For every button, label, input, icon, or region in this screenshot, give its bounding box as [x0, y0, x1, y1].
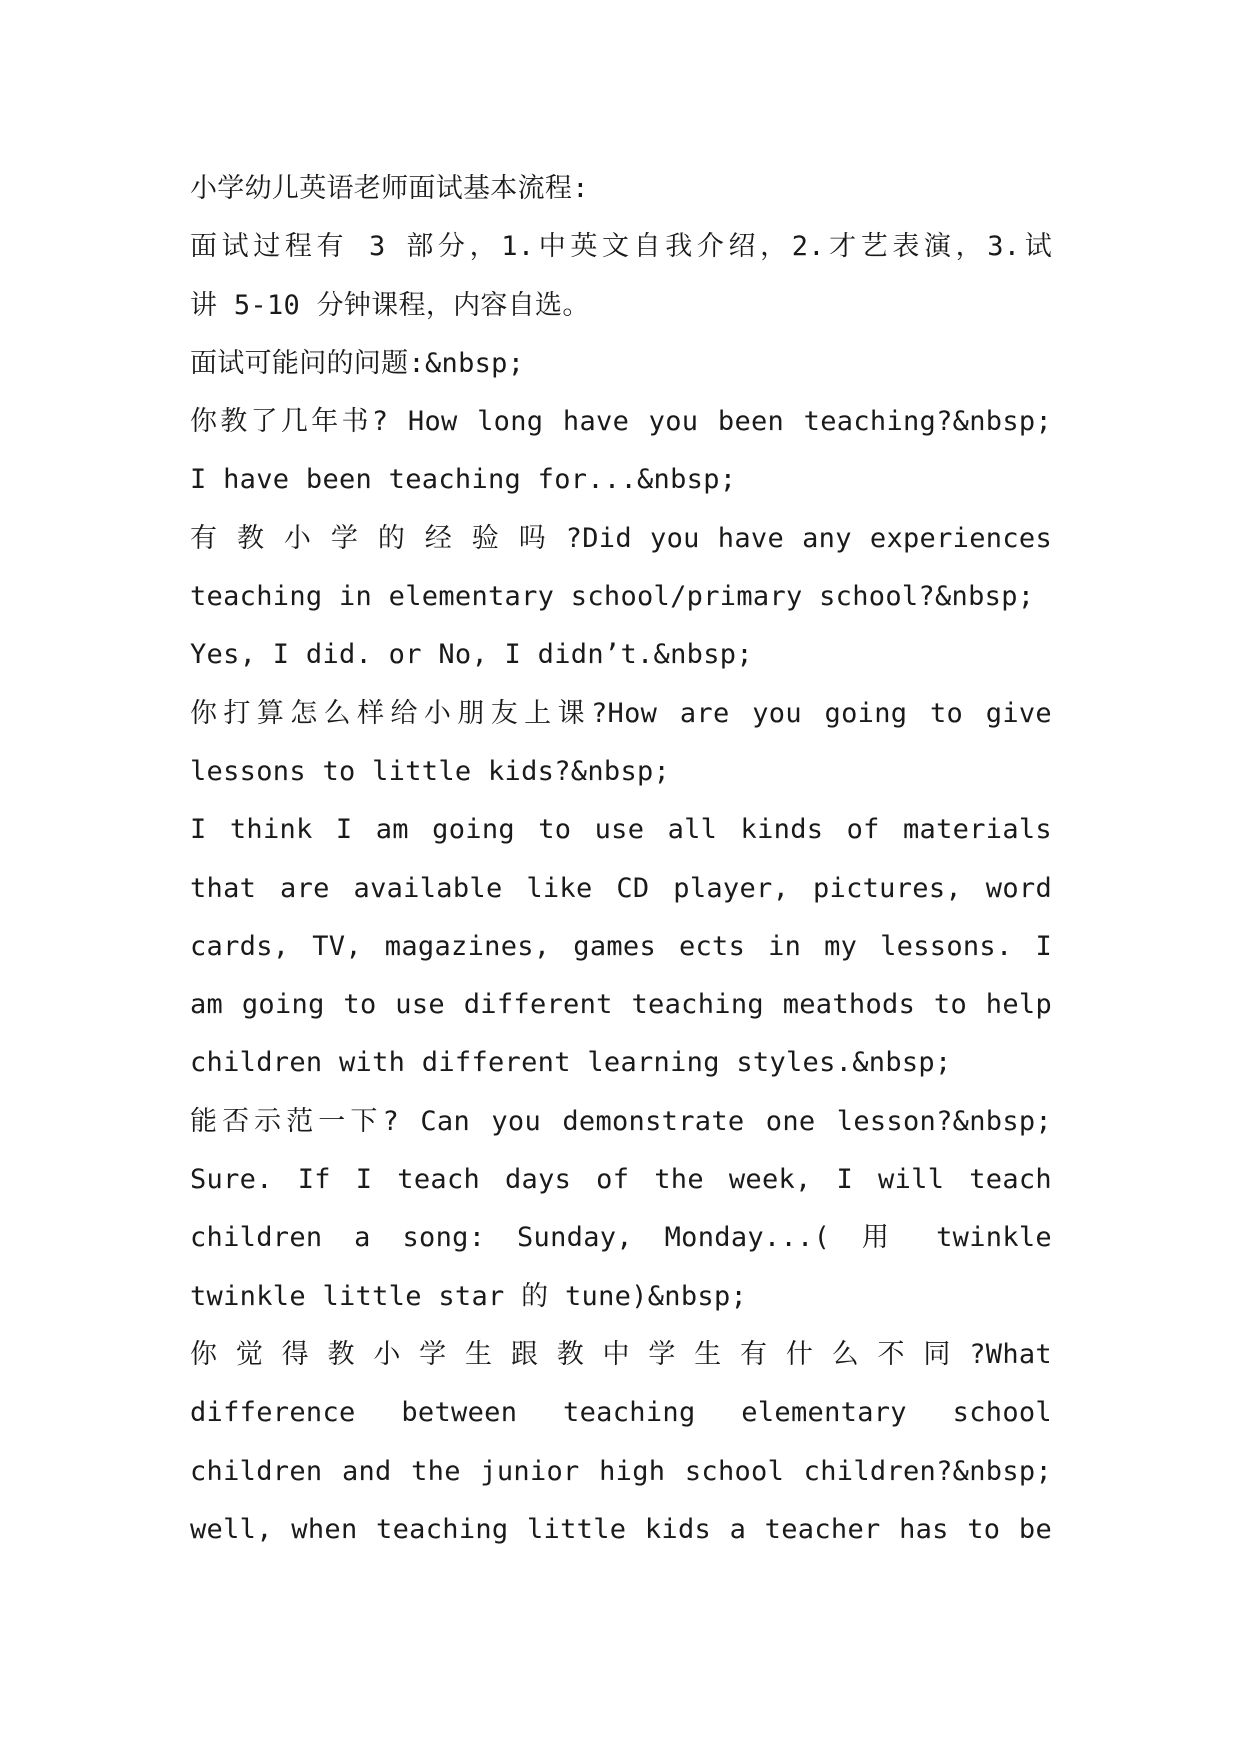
document-line: that are available like CD player, pictures, word — [190, 872, 1052, 904]
document-line: am going to use different teaching meathods to help — [190, 989, 1052, 1021]
document-body — [190, 160, 1052, 1559]
document-line: children and the junior high school children?&nbsp; — [190, 1455, 1052, 1487]
document-line: I have been teaching for...&nbsp; — [190, 464, 737, 496]
document-line: children with different learning styles.&nbsp; — [190, 1047, 952, 1079]
document-line: difference between teaching elementary school — [190, 1397, 1052, 1429]
document-line: lessons to little kids?&nbsp; — [190, 755, 671, 787]
document-line: Sure. If I teach days of the week, I will teach — [190, 1164, 1052, 1196]
document-line: well, when teaching little kids a teacher has to be — [190, 1513, 1052, 1545]
document-line: 面试过程有 3 部分，1.中英文自我介绍，2.才艺表演，3.试 — [190, 231, 1052, 263]
document-line: 能否示范一下? Can you demonstrate one lesson?&nbsp; — [190, 1105, 1052, 1137]
document-line: children a song: Sunday, Monday...( 用 twinkle — [190, 1222, 1052, 1254]
document-line: 你 觉 得 教 小 学 生 跟 教 中 学 生 有 什 么 不 同 ?What — [190, 1338, 1052, 1370]
document-line: 面试可能问的问题:&nbsp; — [190, 347, 525, 379]
document-line: 小学幼儿英语老师面试基本流程: — [190, 173, 589, 204]
document-line: 讲 5-10 分钟课程，内容自选。 — [190, 289, 590, 321]
document-line: 你教了几年书? How long have you been teaching?&nbsp; — [190, 406, 1052, 438]
document-line: twinkle little star 的 tune)&nbsp; — [190, 1280, 748, 1312]
document-line: 你打算怎么样给小朋友上课?How are you going to give — [190, 697, 1052, 729]
document-line: 有 教 小 学 的 经 验 吗 ?Did you have any experiences — [190, 522, 1052, 554]
document-line: Yes, I did. or No, I didn’t.&nbsp; — [190, 639, 753, 671]
document-line: I think I am going to use all kinds of materials — [190, 814, 1052, 846]
document-line: cards, TV, magazines, games ects in my lessons. I — [190, 930, 1052, 962]
document-line: teaching in elementary school/primary school?&nbsp; — [190, 581, 1035, 613]
